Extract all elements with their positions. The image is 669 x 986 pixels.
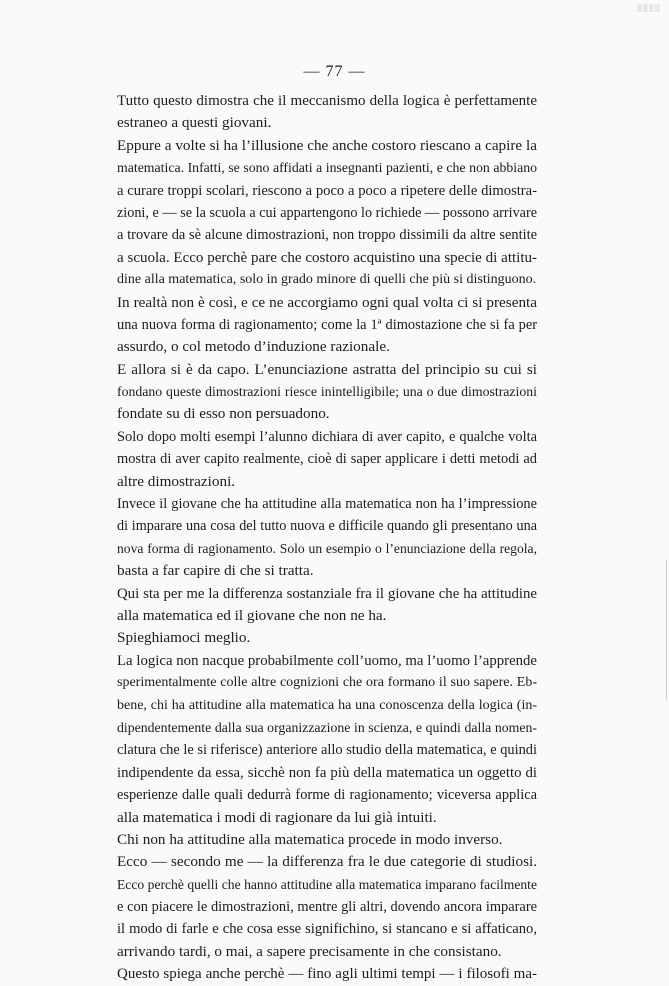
text-line: una nuova forma di ragionamento; come la 1ª dimostazione che si fa per <box>117 316 537 333</box>
text-line: assurdo, o col metodo d’induzione razionale. <box>117 338 390 356</box>
text-line: Chi non ha attitudine alla matematica procede in modo inverso. <box>117 830 503 848</box>
text-line: Qui sta per me la differenza sostanziale fra il giovane che ha attitudine <box>117 585 537 602</box>
text-line: Solo dopo molti esempi l’alunno dichiara di aver capito, e qualche volta <box>117 428 537 445</box>
text-line: La logica non nacque probabilmente coll’uomo, ma l’uomo l’apprende <box>117 652 537 669</box>
text-line: Ecco — secondo me — la differenza fra le due categorie di studiosi. <box>117 853 537 871</box>
text-line: alla matematica i modi di ragionare da lui già intuiti. <box>117 808 437 826</box>
text-line: sperimentalmente colle altre cognizioni che ora formano il suo sapere. Eb- <box>117 675 537 691</box>
text-line: Ecco perchè quelli che hanno attitudine alla matematica imparano facilmente <box>117 876 537 892</box>
text-line: a scuola. Ecco perchè pare che costoro acquistino una specie di attitu- <box>117 249 537 266</box>
text-line: dipendentemente dalla sua organizzazione in scienza, e quindi dalla nomen- <box>117 719 537 735</box>
text-line: esperienze dalle quali dedurrà forme di ragionamento; viceversa applica <box>117 787 537 804</box>
text-line: a trovare da sè alcune dimostrazioni, non troppo dissimili da altre sentite <box>117 227 537 244</box>
text-line: zioni, e — se la scuola a cui appartengono lo richiede — possono arrivare <box>117 204 537 221</box>
text-line: mostra di aver capito realmente, cioè di saper applicare i detti metodi ad <box>117 451 537 468</box>
text-line: Invece il giovane che ha attitudine alla matematica non ha l’impressione <box>117 496 537 513</box>
scan-corner-mark: ▒▒▒▒ <box>637 4 661 12</box>
text-line: a curare troppi scolari, riescono a poco a poco a ripetere delle dimostra- <box>117 182 537 199</box>
text-line: fondate su di esso non persuadono. <box>117 405 330 423</box>
text-line: E allora si è da capo. L’enunciazione astratta del principio su cui si <box>117 360 537 378</box>
text-line: dine alla matematica, solo in grado minore di quelli che più si distinguono. <box>117 272 537 288</box>
text-line: Spieghiamoci meglio. <box>117 629 251 647</box>
text-line: In realtà non è così, e ce ne accorgiamo ogni qual volta ci si presenta <box>117 293 537 311</box>
text-line: nova forma di ragionamento. Solo un esempio o l’enunciazione della regola, <box>117 540 537 556</box>
page-number: — 77 — <box>303 63 366 80</box>
text-line: Tutto questo dimostra che il meccanismo della logica è perfettamente <box>117 93 537 109</box>
text-line: indipendente da essa, sicchè non fa più della matematica un oggetto di <box>117 764 537 781</box>
body-text <box>117 90 537 986</box>
text-line: alla matematica ed il giovane che non ne ha. <box>117 606 387 624</box>
text-line: Eppure a volte si ha l’illusione che anche costoro riescano a capire la <box>117 136 537 154</box>
text-line: e con piacere le dimostrazioni, mentre gli altri, dovendo ancora imparare <box>117 899 537 916</box>
text-line: matematica. Infatti, se sono affidati a insegnanti pazienti, e che non abbiano <box>117 160 537 176</box>
text-line: fondano queste dimostrazioni riesce inintelligibile; una o due dimostrazioni <box>117 384 537 400</box>
text-line: clatura che le si riferisce) anteriore allo studio della matematica, e quindi <box>117 742 537 759</box>
text-line: bene, chi ha attitudine alla matematica ha una conoscenza della logica (in- <box>117 697 537 713</box>
text-line: altre dimostrazioni. <box>117 472 236 490</box>
text-line: arrivando tardi, o mai, a sapere precisamente in che consistano. <box>117 942 502 960</box>
scan-edge-line <box>666 560 667 700</box>
text-line: Questo spiega anche perchè — fino agli ultimi tempi — i filosofi ma- <box>117 966 537 983</box>
text-line: di imparare una cosa del tutto nuova e difficile quando gli presentano una <box>117 518 537 535</box>
text-line: estraneo a questi giovani. <box>117 114 272 132</box>
text-line: basta a far capire di che si tratta. <box>117 562 314 580</box>
text-line: il modo di farle e che cosa esse significhino, si stancano e si affaticano, <box>117 921 537 938</box>
